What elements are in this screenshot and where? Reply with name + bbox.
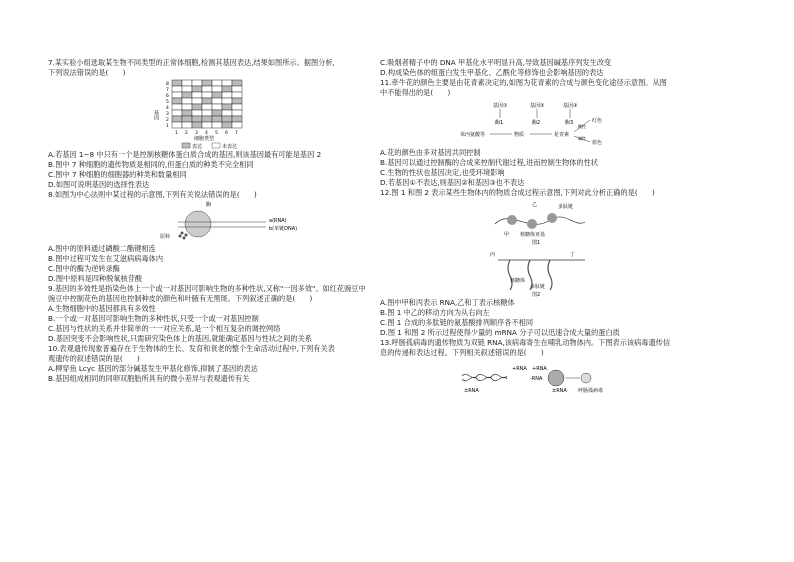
q7-ytick-5: 5 — [166, 100, 169, 105]
q7-cell — [202, 98, 212, 104]
q7-option-a: A.若基因 1~8 中只有一个是控制核糖体蛋白质合成的基因,则该基因最有可能是基因 2 — [48, 150, 322, 159]
fig1-jia-label: 甲 — [504, 232, 510, 238]
q7-cell — [192, 104, 202, 110]
q7-cell — [172, 98, 182, 104]
q7-ylabel: 基因 — [153, 110, 159, 120]
q7-xtick-6: 6 — [225, 131, 228, 136]
q13-stem-line1: 13.呼肠孤病毒的遗传物质为双链 RNA,该病毒寄生在哺乳动物体内。下图表示该病毒遗传信 — [380, 338, 671, 347]
ds-rna-wave — [462, 374, 507, 377]
gene2-label: 基因② — [530, 103, 545, 109]
ribosome-1 — [507, 215, 517, 225]
fig1-yi-label: 乙 — [532, 202, 538, 208]
q7-cell — [232, 116, 242, 122]
q7-cell — [232, 122, 242, 128]
q7-cell — [182, 98, 192, 104]
q7-xlabel: 细胞类型 — [194, 136, 215, 142]
q12-translation-figure — [380, 198, 710, 298]
fig1-peptide-label: 多肽链 — [558, 204, 574, 210]
enzyme2-label: 酶2 — [532, 120, 541, 126]
q7-cell — [212, 104, 222, 110]
nucleotide-icons — [179, 232, 188, 240]
q13-plus-rna-label: +RNA — [512, 366, 527, 372]
ribosome-2 — [527, 219, 537, 229]
q7-cell — [172, 116, 182, 122]
q12-option-a: A.图中甲和丙表示 RNA,乙和丁表示核糖体 — [380, 298, 515, 307]
q8-option-b: B.图中过程可发生在艾滋病病毒体内 — [48, 254, 164, 263]
fig1-subunit-label: 核糖体亚基 — [520, 232, 546, 238]
ribosome-icon — [548, 370, 564, 386]
q7-cell — [182, 80, 192, 86]
q8-option-a: A.图中的原料通过磷酸二酯键相连 — [48, 244, 156, 253]
q7-cell — [192, 122, 202, 128]
q7-cell — [192, 116, 202, 122]
q7-cell — [172, 92, 182, 98]
fig2-peptide-label: 多肽链 — [530, 284, 546, 290]
q11-option-b: B.基因可以通过控制酶的合成来控制代谢过程,进而控制生物体的性状 — [380, 158, 598, 167]
q7-cell — [182, 110, 192, 116]
q7-ytick-8: 8 — [166, 82, 169, 87]
gene3-label: 基因③ — [563, 103, 578, 109]
legend-not-swatch — [212, 143, 220, 148]
q7-xtick-5: 5 — [215, 131, 218, 136]
acid-label: 酸性 — [578, 124, 586, 129]
q13-minus-rna-label: -RNA — [530, 376, 543, 382]
fig2-ding-label: 丁 — [570, 252, 576, 258]
q11-stem-line2: 中不能得出的是( ) — [380, 88, 451, 97]
q8-central-dogma-figure — [48, 200, 378, 244]
q7-cell — [222, 92, 232, 98]
q9-option-b: B.一个或一对基因可影响生物的多种性状,只受一个或一对基因控制 — [48, 314, 259, 323]
legend-express-swatch — [182, 143, 190, 148]
q7-cell — [232, 86, 242, 92]
q9-option-a: A.生物细胞中的基因都具有多效性 — [48, 304, 156, 313]
right-column — [380, 58, 710, 398]
q11-pathway-figure — [380, 98, 710, 148]
q7-xtick-2: 2 — [185, 131, 188, 136]
legend-express-label: 表达 — [192, 144, 203, 150]
q11-stem-line1: 11.牵牛花的颜色主要是由花青素决定的,如图为花青素的合成与颜色变化途径示意图。从图 — [380, 78, 667, 87]
q7-cell — [172, 86, 182, 92]
q7-cell — [202, 104, 212, 110]
q9-stem-line1: 9.基因的多效性是指染色体上一个或一对基因可影响生物的多种性状,又称"一因多效"。如红花豌豆中 — [48, 284, 366, 293]
q7-ytick-4: 4 — [166, 106, 169, 111]
q12-option-d: D.图 1 和图 2 所示过程使得少量的 mRNA 分子可以迅速合成大量的蛋白质 — [380, 328, 620, 337]
q8-enzyme-label: 酶 — [206, 202, 212, 208]
q7-cell — [212, 92, 222, 98]
q13-pm-rna-label: ±RNA — [464, 388, 479, 394]
q7-cell — [212, 98, 222, 104]
mid2-label: 花青素 — [554, 132, 570, 138]
q7-cell — [232, 80, 242, 86]
q7-xtick-7: 7 — [235, 131, 238, 136]
q7-cell — [222, 86, 232, 92]
q13-virus-label: 呼肠孤病毒 — [578, 388, 604, 394]
q7-option-d: D.如图可说明基因的选择性表达 — [48, 180, 150, 189]
q7-cell — [232, 92, 242, 98]
q7-cell — [222, 116, 232, 122]
q10-option-c: C.吸烟者精子中的 DNA 甲基化水平明显升高,导致基因碱基序列发生改变 — [380, 58, 612, 67]
q7-ytick-7: 7 — [166, 88, 169, 93]
q7-cell — [212, 122, 222, 128]
q7-grid-svg — [48, 78, 378, 150]
blue-label: 蓝色 — [592, 140, 603, 146]
q7-cell — [182, 86, 192, 92]
q12-option-b: B.图 1 中乙的移动方向为从右向左 — [380, 308, 490, 317]
mid1-label: 物质 — [514, 132, 525, 138]
q7-cell — [222, 122, 232, 128]
q11-svg — [380, 98, 710, 148]
q7-cell — [212, 116, 222, 122]
q7-cell — [232, 104, 242, 110]
q13-virus-figure — [380, 358, 710, 398]
q12-option-c: C.图 1 合成的多肽链的氨基酸排列顺序各不相同 — [380, 318, 534, 327]
fig2-caption: 图2 — [532, 292, 541, 298]
start-label: 苯丙氨酸等 — [460, 132, 486, 138]
q10-stem-line1: 10.表观遗传现象普遍存在于生物体的生长、发育和衰老的整个生命活动过程中,下列有关表 — [48, 344, 335, 353]
q7-cell — [232, 110, 242, 116]
q12-svg — [380, 198, 710, 298]
q13-plus-rna2-label: +RNA — [532, 366, 547, 372]
q8-material-label: 原料 — [160, 234, 171, 240]
q7-cell — [202, 80, 212, 86]
q7-cell — [192, 86, 202, 92]
q7-cell — [192, 80, 202, 86]
q7-ytick-6: 6 — [166, 94, 169, 99]
fig1-caption: 图1 — [532, 240, 541, 246]
q7-cell — [232, 98, 242, 104]
q7-stem-line2: 下列说法错误的是( ) — [48, 68, 126, 77]
q13-svg — [380, 358, 710, 398]
q7-xtick-3: 3 — [195, 131, 198, 136]
q11-option-c: C.生物的性状也基因决定,也受环境影响 — [380, 168, 505, 177]
q9-option-d: D.基因突变不会影响性状,只需研究染色体上的基因,就能确定基因与性状之间的关系 — [48, 334, 312, 343]
q7-cell — [222, 80, 232, 86]
q7-cell — [202, 110, 212, 116]
enzyme-circle — [185, 211, 211, 237]
q7-cell — [202, 116, 212, 122]
enzyme3-label: 酶3 — [565, 120, 574, 126]
virus-icon — [581, 373, 591, 383]
enzyme1-label: 酶1 — [495, 120, 504, 126]
q10-option-b: B.基因组成相同的同卵双胞胎所具有的微小差异与表观遗传有关 — [48, 374, 250, 383]
red-label: 红色 — [592, 118, 603, 124]
q13-pm-rna2-label: ±RNA — [552, 388, 567, 394]
q7-cell — [172, 80, 182, 86]
fig2-ribosome-label: 核糖体 — [510, 278, 526, 284]
q8-svg — [48, 200, 378, 244]
ribosome-3 — [547, 213, 557, 223]
q7-cell — [202, 122, 212, 128]
q11-option-d: D.若基因①不表达,则基因②和基因③也不表达 — [380, 178, 525, 187]
q7-cell — [172, 122, 182, 128]
q13-stem-line2: 息的传递和表达过程。下列相关叙述错误的是( ) — [380, 348, 544, 357]
q7-xtick-1: 1 — [175, 131, 178, 136]
q12-stem: 12.图 1 和图 2 表示某些生物体内的物质合成过程示意图,下列对此分析正确的是( ) — [380, 188, 655, 197]
q7-option-b: B.图中 7 种细胞的遗传物质是相同的,但蛋白质的种类不完全相同 — [48, 160, 254, 169]
q8-stem: 8.如图为中心法则中某过程的示意图,下列有关说法错误的是( ) — [48, 190, 257, 199]
q7-option-c: C.图中 7 种细胞的细胞器的种类和数量相同 — [48, 170, 187, 179]
fig2-bing-label: 丙 — [490, 252, 496, 258]
left-column — [48, 58, 378, 384]
alk-label: 碱性 — [578, 136, 586, 141]
q7-cell — [212, 80, 222, 86]
q7-cell — [182, 104, 192, 110]
legend-not-label: 未表达 — [222, 144, 238, 150]
q7-cell — [182, 116, 192, 122]
q11-option-a: A.花的颜色由多对基因共同控制 — [380, 148, 481, 157]
q8-option-c: C.图中的酶为逆转录酶 — [48, 264, 120, 273]
q7-cell — [172, 110, 182, 116]
q7-ytick-3: 3 — [166, 112, 169, 117]
q10-option-a: A.柳穿鱼 Lcyc 基因的部分碱基发生甲基化修饰,抑制了基因的表达 — [48, 364, 258, 373]
q7-cell — [192, 110, 202, 116]
gene1-label: 基因① — [493, 103, 508, 109]
q7-cell — [202, 92, 212, 98]
q8-label-a: a(RNA) — [269, 218, 287, 224]
q7-cell — [192, 98, 202, 104]
q7-ytick-1: 1 — [166, 124, 169, 129]
q7-stem-line1: 7.某实验小组选取某生物不同类型的正常体细胞,检测其基因表达,结果如图所示。据图分析, — [48, 58, 335, 67]
q7-cell — [202, 86, 212, 92]
q10-stem-line2: 观遗传的叙述错误的是( ) — [48, 354, 140, 363]
q7-cell — [212, 86, 222, 92]
q7-cell — [182, 122, 192, 128]
q7-cell — [222, 104, 232, 110]
q7-cell — [182, 92, 192, 98]
q7-cell — [172, 104, 182, 110]
q7-xtick-4: 4 — [205, 131, 208, 136]
q9-stem-line2: 豌豆中控制花色的基因也控制种皮的颜色和叶腋有无黑斑。下列叙述正确的是( ) — [48, 294, 313, 303]
q8-option-d: D.图中原料是四种脱氧核苷酸 — [48, 274, 143, 283]
q8-label-b: b(单链DNA) — [269, 226, 298, 232]
q7-cell — [212, 110, 222, 116]
q7-cell — [222, 98, 232, 104]
q10-option-d: D.构成染色体的组蛋白发生甲基化、乙酰化等修饰也会影响基因的表达 — [380, 68, 604, 77]
q9-option-c: C.基因与性状的关系并非简单的一一对应关系,是一个相互复杂的调控网络 — [48, 324, 281, 333]
q7-ytick-2: 2 — [166, 118, 169, 123]
q7-cell — [192, 92, 202, 98]
q7-gene-expression-figure — [48, 78, 378, 150]
q7-cell — [222, 110, 232, 116]
